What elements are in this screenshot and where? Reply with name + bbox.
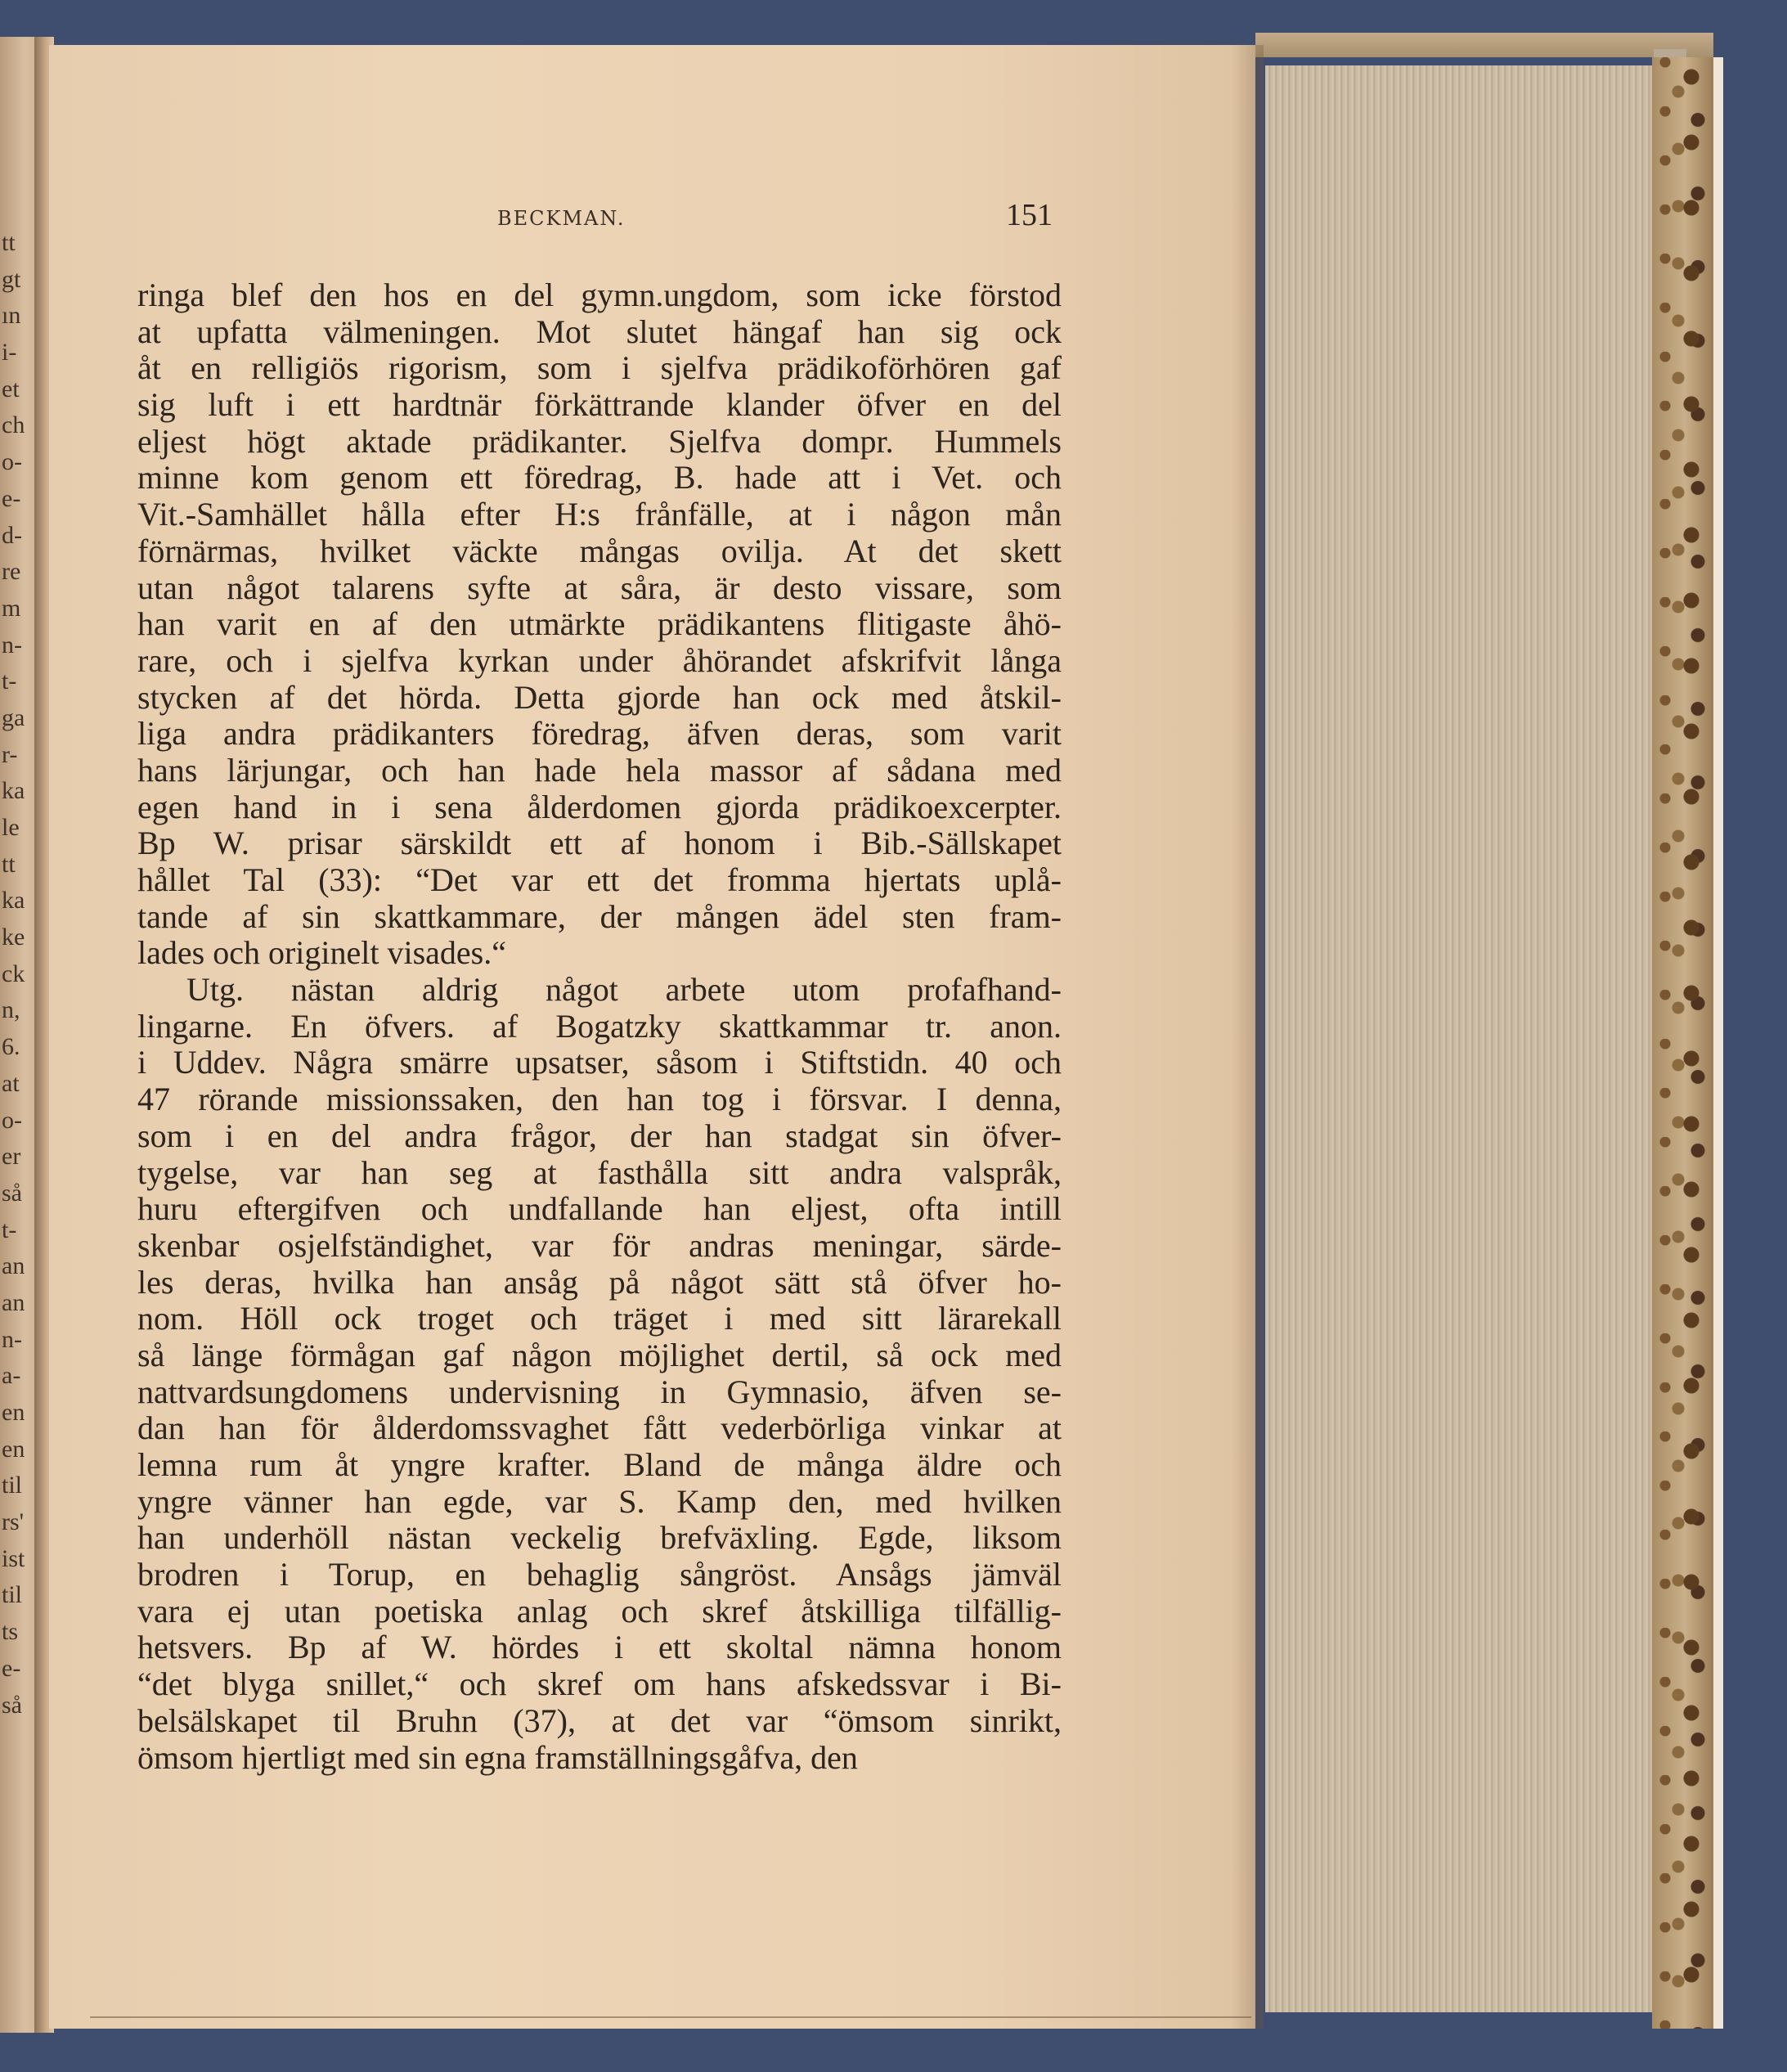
cover-edge (1713, 57, 1723, 2029)
margin-fragment: er (2, 1143, 21, 1171)
text-line: skenbar osjelfständighet, var för andras meningar, särde- (137, 1227, 1062, 1264)
text-line: Bp W. prisar särskildt ett af honom i Bib.-Sällskapet (137, 825, 1062, 862)
text-line: som i en del andra frågor, der han stadgat sin öfver- (137, 1117, 1062, 1154)
margin-fragment: r- (2, 740, 18, 768)
text-line: stycken af det hörda. Detta gjorde han ock med åtskil- (137, 679, 1062, 716)
margin-fragment: til (2, 1472, 23, 1499)
margin-fragment: rs' (2, 1508, 25, 1536)
page-bottom-rule (90, 2016, 1251, 2018)
margin-fragment: le (2, 814, 20, 841)
margin-fragment: ist (2, 1544, 25, 1572)
page-edge-shadow (1231, 45, 1264, 2029)
text-line: han varit en af den utmärkte prädikantens flitigaste åhö- (137, 606, 1062, 643)
text-line: lemna rum åt yngre krafter. Bland de många äldre och (137, 1447, 1062, 1483)
margin-fragment: et (2, 375, 20, 402)
book-page (49, 45, 1255, 2029)
margin-fragment: ka (2, 887, 25, 915)
text-line: så länge förmågan gaf någon möjlighet dertil, så ock med (137, 1337, 1062, 1373)
text-line: tande af sin skattkammare, der mången ädel sten fram- (137, 898, 1062, 935)
text-line: sig luft i ett hardtnär förkättrande klander öfver en del (137, 387, 1062, 424)
margin-fragment: o- (2, 1106, 22, 1134)
margin-fragment: ck (2, 960, 25, 987)
text-line: nom. Höll ock troget och träget i med sitt lärarekall (137, 1301, 1062, 1337)
margin-fragment: ts (2, 1618, 19, 1646)
text-line: Vit.-Samhället hålla efter H:s frånfälle, at i någon mån (137, 497, 1062, 533)
text-line: “det blyga snillet,“ och skref om hans afskedssvar i Bi- (137, 1666, 1062, 1703)
text-line: hans lärjungar, och han hade hela massor af sådana med (137, 752, 1062, 789)
margin-fragment: n- (2, 1325, 22, 1353)
text-line: förnärmas, hvilket väckte mångas ovilja. At det skett (137, 533, 1062, 569)
margin-fragment: så (2, 1179, 22, 1207)
margin-fragment: n- (2, 631, 22, 658)
text-line: hetsvers. Bp af W. hördes i ett skoltal nämna honom (137, 1629, 1062, 1666)
margin-fragment: 6. (2, 1033, 20, 1061)
text-line: tygelse, var han seg at fasthålla sitt andra valspråk, (137, 1154, 1062, 1191)
text-line: lades och originelt visades.“ (137, 935, 506, 972)
margin-fragment: e- (2, 1654, 21, 1682)
page-number: 151 (1006, 198, 1053, 232)
text-line: liga andra prädikanters föredrag, äfven deras, som varit (137, 716, 1062, 753)
page-fore-edge (1265, 65, 1655, 2012)
margin-fragment: at (2, 1069, 20, 1097)
running-head: BECKMAN. (497, 207, 626, 230)
margin-fragment: en (2, 1399, 25, 1426)
text-line: belsälskapet til Bruhn (37), at det var “ömsom sinrikt, (137, 1702, 1062, 1739)
text-line: hållet Tal (33): “Det var ett det fromma hjertats uplå- (137, 862, 1062, 898)
margin-fragment: ka (2, 777, 25, 805)
margin-fragment: til (2, 1581, 23, 1609)
text-line: ömsom hjertligt med sin egna framställningsgåfva, den (137, 1739, 858, 1776)
margin-fragment: t- (2, 1216, 17, 1243)
page-header (49, 198, 1255, 248)
text-line: yngre vänner han egde, var S. Kamp den, med hvilken (137, 1483, 1062, 1520)
text-line: rare, och i sjelfva kyrkan under åhörandet afskrifvit långa (137, 642, 1062, 679)
margin-fragment: an (2, 1252, 25, 1280)
text-line: 47 rörande missionssaken, den han tog i försvar. I denna, (137, 1081, 1062, 1118)
margin-fragment: t- (2, 667, 17, 695)
text-line: at upfatta välmeningen. Mot slutet hängaf han sig ock (137, 313, 1062, 350)
text-line: les deras, hvilka han ansåg på något sätt stå öfver ho- (137, 1264, 1062, 1301)
text-line: utan något talarens syfte at såra, är desto vissare, som (137, 569, 1062, 606)
margin-fragment: ın (2, 302, 21, 330)
margin-fragment: an (2, 1288, 25, 1316)
margin-fragment: tt (2, 850, 16, 878)
margin-fragment: n, (2, 996, 20, 1024)
margin-fragment: ga (2, 703, 25, 731)
text-line: Utg. nästan aldrig något arbete utom profafhand- (186, 972, 1062, 1009)
text-line: ringa blef den hos en del gymn.ungdom, som icke förstod (137, 277, 1062, 313)
text-line: lingarne. En öfvers. af Bogatzky skattkammar tr. anon. (137, 1008, 1062, 1045)
text-line: han underhöll nästan veckelig brefväxling. Egde, liksom (137, 1520, 1062, 1557)
text-line: i Uddev. Några smärre upsatser, såsom i Stiftstidn. 40 och (137, 1045, 1062, 1081)
margin-fragment: d- (2, 521, 22, 549)
margin-fragment: e- (2, 484, 21, 512)
margin-fragment: a- (2, 1362, 21, 1390)
margin-fragment: m (2, 594, 21, 622)
margin-fragment: i- (2, 339, 17, 366)
margin-fragment: o- (2, 448, 22, 476)
text-line: dan han för ålderdomssvaghet fått vederbörliga vinkar at (137, 1410, 1062, 1447)
text-line: eljest högt aktade prädikanter. Sjelfva dompr. Hummels (137, 423, 1062, 460)
margin-fragment: ch (2, 411, 25, 439)
text-line: brodren i Torup, en behaglig sångröst. Ansågs jämväl (137, 1557, 1062, 1593)
margin-fragment: tt (2, 229, 16, 256)
marbled-cover (1652, 57, 1717, 2029)
text-line: minne kom genom ett föredrag, B. hade att i Vet. och (137, 460, 1062, 497)
margin-fragment: så (2, 1691, 22, 1719)
margin-fragment: ke (2, 924, 25, 951)
margin-fragment: en (2, 1435, 25, 1463)
margin-fragment: re (2, 558, 21, 586)
text-line: egen hand in i sena ålderdomen gjorda prädikoexcerpter. (137, 789, 1062, 825)
text-line: vara ej utan poetiska anlag och skref åtskilliga tilfällig- (137, 1593, 1062, 1629)
text-line: åt en relligiös rigorism, som i sjelfva prädikoförhören gaf (137, 350, 1062, 387)
margin-fragment: gt (2, 265, 21, 293)
text-line: nattvardsungdomens undervisning in Gymnasio, äfven se- (137, 1373, 1062, 1410)
body-text (137, 277, 1062, 1776)
text-line: huru eftergifven och undfallande han eljest, ofta intill (137, 1191, 1062, 1228)
